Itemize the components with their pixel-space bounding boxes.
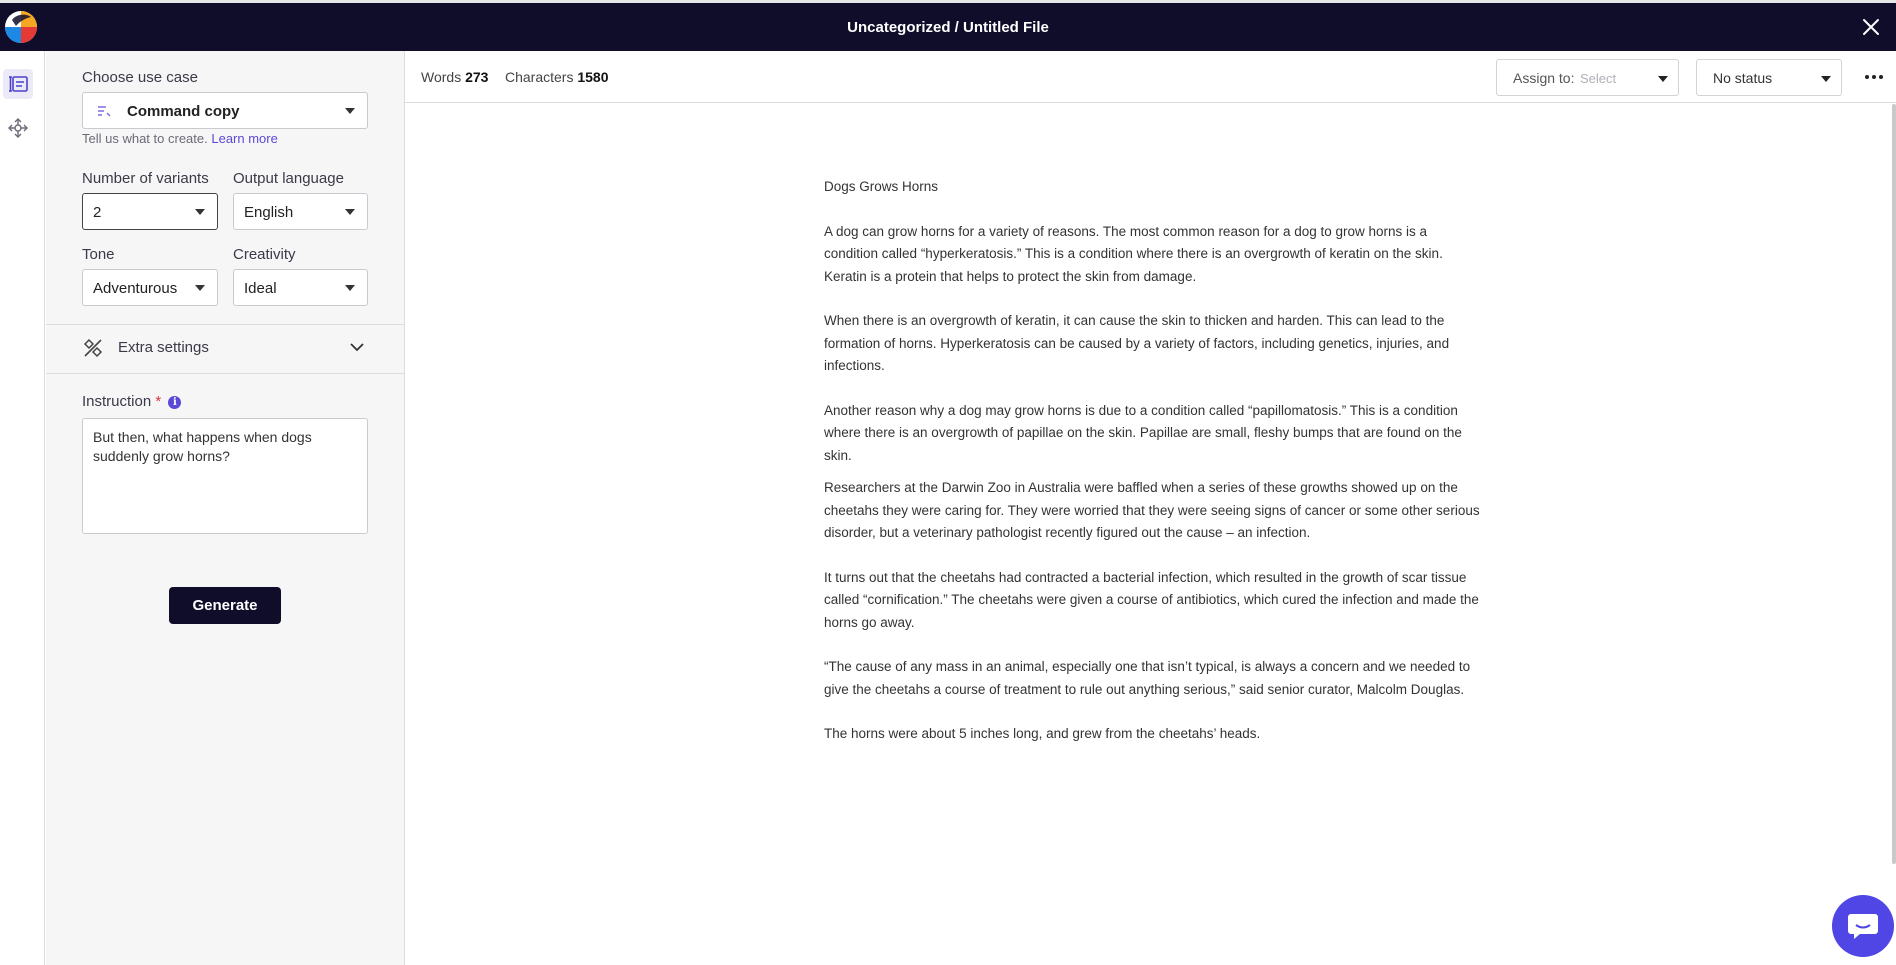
instruction-input[interactable]: But then, what happens when dogs suddenly grow horns?: [82, 418, 368, 534]
required-mark: *: [155, 393, 162, 410]
creativity-select[interactable]: [233, 269, 368, 306]
characters-value: 1580: [577, 69, 609, 85]
chevron-down-icon: [345, 209, 355, 215]
instruction-label-text: Instruction: [82, 393, 152, 410]
editor-toolbar: [405, 51, 1896, 103]
more-icon[interactable]: [1862, 65, 1886, 89]
editor-icon[interactable]: [3, 69, 33, 99]
use-case-select[interactable]: [82, 92, 368, 129]
learn-more-link[interactable]: Learn more: [211, 131, 278, 146]
instruction-label: [82, 393, 181, 410]
paragraph: Another reason why a dog may grow horns is due to a condition called “papillomatosis.” This is a condition where there is an overgrowth of papillae on the skin. Papillae are small, fleshy bumps that are found on the skin.: [824, 402, 1462, 463]
extra-settings-icon: [82, 337, 104, 359]
paragraph: “The cause of any mass in an animal, especially one that isn’t typical, is always a concern and we needed to give the cheetahs a course of treatment to rule out anything serious,” said senior curator, Malcolm Douglas.: [824, 659, 1471, 697]
words-value: 273: [465, 69, 489, 85]
generate-button[interactable]: Generate: [169, 587, 281, 624]
variants-select[interactable]: [82, 193, 218, 230]
editor-scrollbar[interactable]: [1892, 104, 1896, 864]
creativity-value: Ideal: [244, 280, 277, 297]
use-case-icon: [97, 105, 111, 117]
tone-label: Tone: [82, 246, 115, 263]
paragraph: When there is an overgrowth of keratin, it can cause the skin to thicken and harden. This can lead to the formation of horns. Hyperkeratosis can be caused by a variety of factors, including genetics, injuries, and infections.: [824, 313, 1450, 373]
word-count: [421, 69, 488, 85]
paragraph: A dog can grow horns for a variety of reasons. The most common reason for a dog to grow horns is a condition called “hyperkeratosis.” This is a condition where there is an overgrowth of keratin on the skin. Keratin is a protein that helps to protect the skin from damage.: [824, 223, 1443, 284]
variants-value: 2: [93, 204, 102, 221]
chevron-down-icon: [349, 341, 365, 353]
move-icon[interactable]: [3, 113, 33, 143]
words-label: Words: [421, 69, 462, 85]
info-icon[interactable]: i: [168, 396, 181, 409]
chevron-down-icon: [1658, 76, 1668, 82]
output-language-label: Output language: [233, 170, 344, 187]
extra-settings-label: Extra settings: [118, 339, 209, 356]
settings-panel: [46, 51, 405, 965]
close-icon[interactable]: [1860, 16, 1882, 38]
chevron-down-icon: [345, 108, 355, 114]
helper-text: Tell us what to create.: [82, 131, 208, 146]
paragraph: The horns were about 5 inches long, and grew from the cheetahs’ heads.: [824, 726, 1261, 741]
output-language-value: English: [244, 204, 294, 221]
extra-settings-toggle[interactable]: [46, 324, 405, 372]
document-body[interactable]: [824, 176, 1480, 768]
chat-button[interactable]: [1832, 895, 1894, 957]
top-bar: [0, 0, 1896, 51]
status-select[interactable]: [1696, 59, 1842, 96]
use-case-label: Choose use case: [82, 69, 198, 86]
use-case-helper: [82, 131, 278, 146]
chat-icon: [1846, 911, 1880, 941]
window-title: Uncategorized / Untitled File: [847, 19, 1049, 36]
document-title: Dogs Grows Horns: [824, 179, 939, 194]
chevron-down-icon: [195, 285, 205, 291]
chevron-down-icon: [345, 285, 355, 291]
paragraph: Researchers at the Darwin Zoo in Australia were baffled when a series of these growths showed up on the cheetahs they were caring for. They were worried that they were seeing signs of cancer or some other serious disorder, but a veterinary pathologist recently figured out the cause – an infection.: [824, 480, 1480, 540]
chevron-down-icon: [195, 209, 205, 215]
tone-value: Adventurous: [93, 280, 178, 297]
character-count: [505, 69, 609, 85]
chevron-down-icon: [1821, 76, 1831, 82]
assign-label: Assign to:: [1513, 70, 1575, 86]
variants-label: Number of variants: [82, 170, 209, 187]
characters-label: Characters: [505, 69, 574, 85]
assign-select[interactable]: [1496, 59, 1679, 96]
paragraph: It turns out that the cheetahs had contracted a bacterial infection, which resulted in the growth of scar tissue called “cornification.” The cheetahs were given a course of antibiotics, which cured the infection and made the horns go away.: [824, 569, 1479, 630]
output-language-select[interactable]: [233, 193, 368, 230]
status-value: No status: [1713, 70, 1773, 86]
use-case-value: Command copy: [127, 103, 240, 120]
icon-rail: [0, 51, 45, 965]
tone-select[interactable]: [82, 269, 218, 306]
assign-placeholder: Select: [1580, 71, 1617, 86]
divider: [46, 373, 405, 374]
creativity-label: Creativity: [233, 246, 296, 263]
